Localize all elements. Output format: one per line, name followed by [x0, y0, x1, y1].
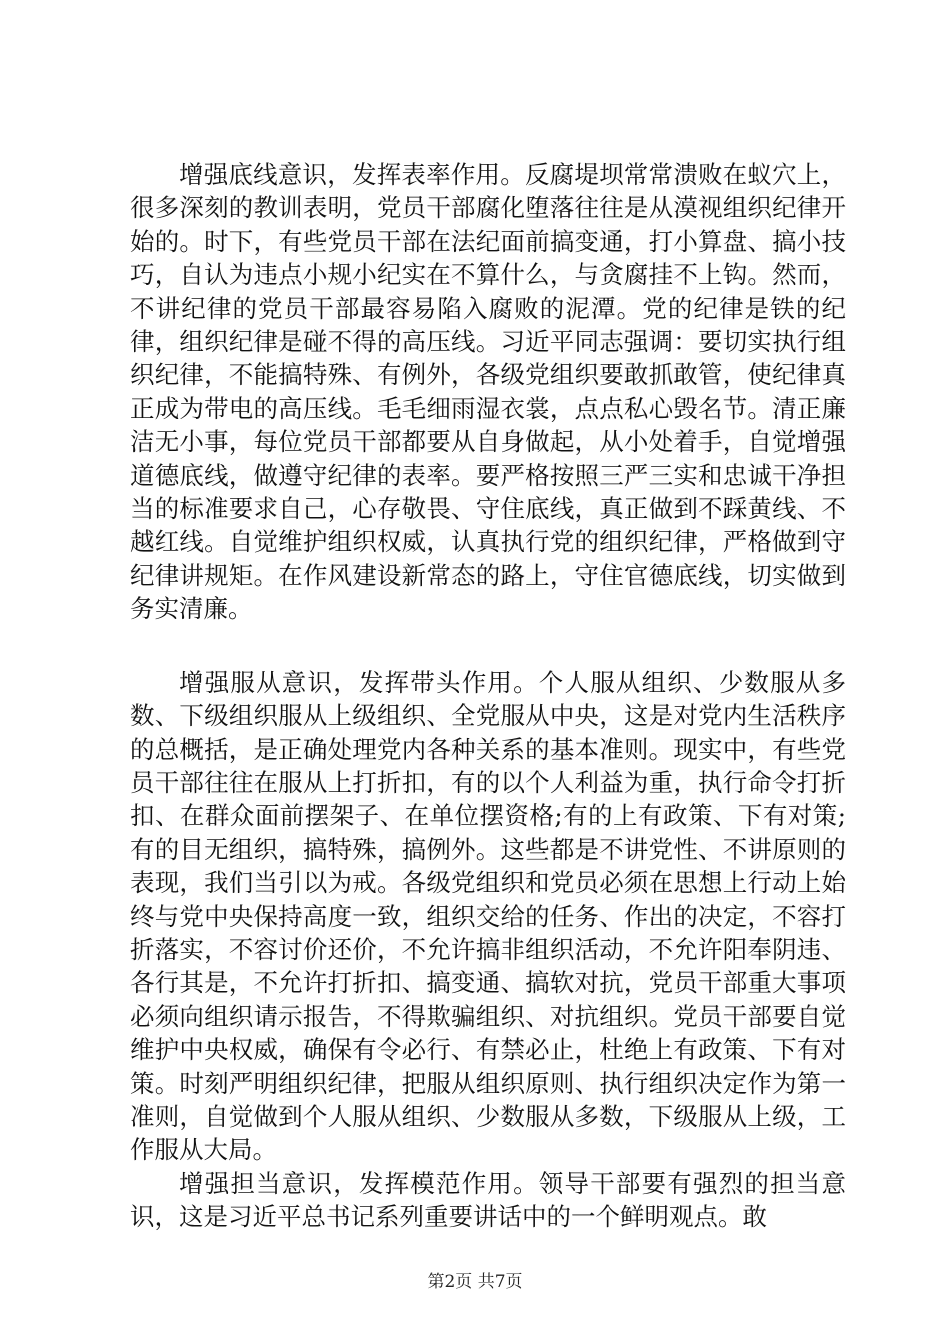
paragraph-gap	[130, 626, 846, 666]
page-footer: 第2页 共7页	[427, 1272, 523, 1292]
paragraph-obedience: 增强服从意识，发挥带头作用。个人服从组织、少数服从多数、下级组织服从上级组织、全党服从中央，这是对党内生活秩序的总概括，是正确处理党内各种关系的基本准则。现实中，有些党员干部往往在服从上打折扣，有的以个人利益为重，执行命令打折扣、在群众面前摆架子、在单位摆资格;有的上有政策、下有对策;有的目无组织，搞特殊，搞例外。这些都是不讲党性、不讲原则的表现，我们当引以为戒。各级党组织和党员必须在思想上行动上始终与党中央保持高度一致，组织交给的任务、作出的决定，不容打折落实，不容讨价还价，不允许搞非组织活动，不允许阳奉阴违、各行其是，不允许打折扣、搞变通、搞软对抗，党员干部重大事项必须向组织请示报告，不得欺骗组织、对抗组织。党员干部要自觉维护中央权威，确保有令必行、有禁必止，杜绝上有政策、下有对策。时刻严明组织纪律，把服从组织原则、执行组织决定作为第一准则，自觉做到个人服从组织、少数服从多数，下级服从上级，工作服从大局。	[130, 667, 846, 1165]
document-body	[130, 158, 846, 1234]
paragraph-bottom-line: 增强底线意识，发挥表率作用。反腐堤坝常常溃败在蚁穴上，很多深刻的教训表明，党员干部腐化堕落往往是从漠视组织纪律开始的。时下，有些党员干部在法纪面前搞变通，打小算盘、搞小技巧，自认为违点小规小纪实在不算什么，与贪腐挂不上钩。然而，不讲纪律的党员干部最容易陷入腐败的泥潭。党的纪律是铁的纪律，组织纪律是碰不得的高压线。习近平同志强调：要切实执行组织纪律，不能搞特殊、有例外，各级党组织要敢抓敢管，使纪律真正成为带电的高压线。毛毛细雨湿衣裳，点点私心毁名节。清正廉洁无小事，每位党员干部都要从自身做起，从小处着手，自觉增强道德底线，做遵守纪律的表率。要严格按照三严三实和忠诚干净担当的标准要求自己，心存敬畏、守住底线，真正做到不踩黄线、不越红线。自觉维护组织权威，认真执行党的组织纪律，严格做到守纪律讲规矩。在作风建设新常态的路上，守住官德底线，切实做到务实清廉。	[130, 160, 846, 624]
paragraph-responsibility: 增强担当意识，发挥模范作用。领导干部要有强烈的担当意识，这是习近平总书记系列重要讲话中的一个鲜明观点。敢	[130, 1168, 846, 1232]
